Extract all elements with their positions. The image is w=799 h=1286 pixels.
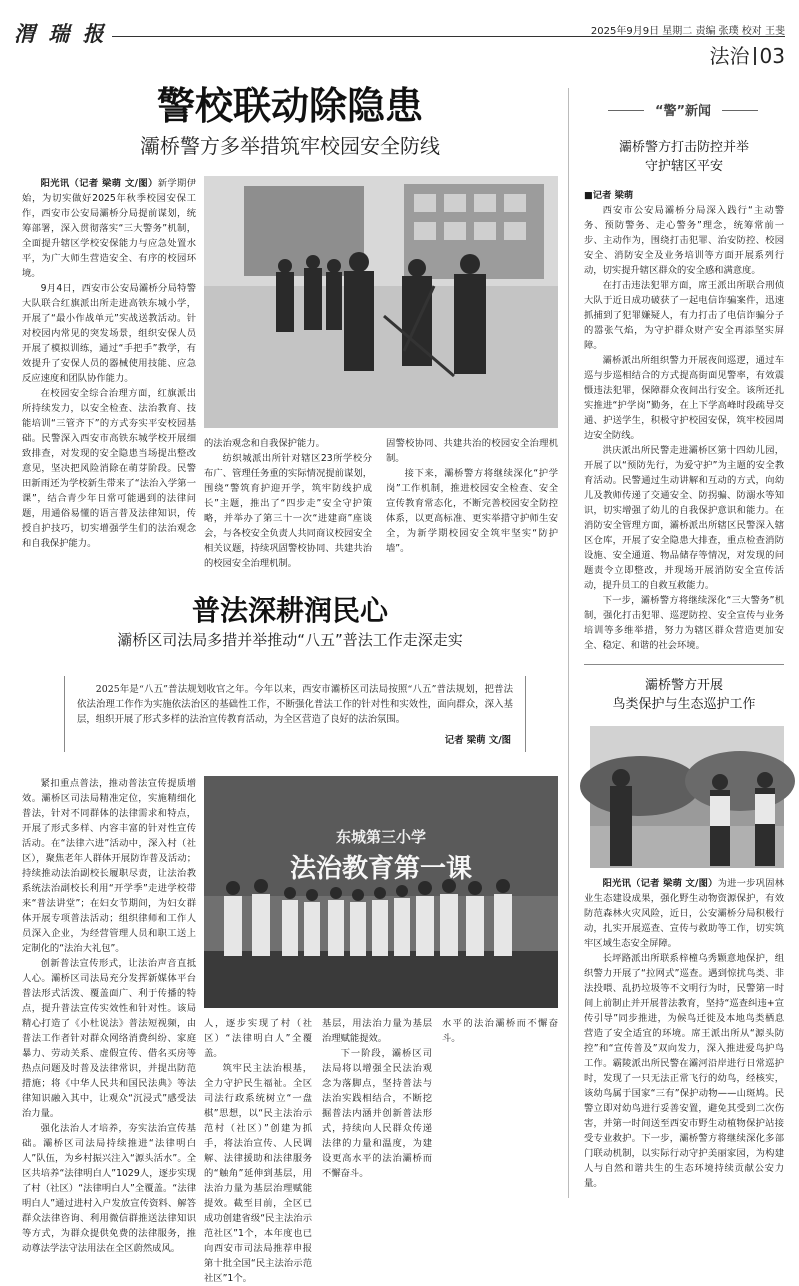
section-tag <box>710 40 785 69</box>
article1-column-3 <box>386 436 558 560</box>
brief2-title <box>584 676 784 714</box>
section-name: 法治 <box>709 44 750 68</box>
article2-paragraph-tail: 人，逐步实现了村（社区）“法律明白人”全覆盖。 <box>204 1018 312 1059</box>
article1-column-1 <box>22 176 196 560</box>
brief1-paragraph: 西安市公安局灞桥分局深入践行“主动警务、预防警务、走心警务”理念，统筹常前一步、主动作为，围绕打击犯罪、治安防控、校园安全、消防安全及业务培训等方面开展系列行动，切实提升辖区群众的安全感和满意度。 <box>584 205 784 276</box>
article1-headline: 警校联动除隐患 <box>156 84 423 128</box>
brief1-title-line2: 守护辖区平安 <box>644 159 723 174</box>
newspaper-masthead: 渭 瑞 报 <box>14 21 107 46</box>
article1-column-2 <box>204 436 372 569</box>
sidebar-divider <box>568 88 569 1198</box>
article2-paragraph-tail: 基层，用法治力量为基层治理赋能提效。 <box>322 1018 432 1044</box>
article1-subheadline: 灞桥警方多举措筑牢校园安全防线 <box>140 134 440 158</box>
page-number: 03 <box>759 44 785 68</box>
article2-paragraph: 创新普法宣传形式，让法治声音直抵人心。灞桥区司法局充分发挥新媒体平台普法形式活泼、覆盖面广、利于传播的特点，提升普法宣传实效性和针对性。该局精心打造了《小杜说法》普法短视频，由普法工作者针对群众网络消费纠纷、家庭暴力、劳动关系、虚假宣传、借名买房等热点问题及时普及法律常识，并提出防范措施；将《中华人民共和国民法典》等法律知识融入其中，让观众“沉浸式”感受法治力量。 <box>22 958 196 1119</box>
sidebar-label-text: “警”新闻 <box>654 104 712 119</box>
article2-headline: 普法深耕润民心 <box>191 594 388 627</box>
article2-column-2 <box>204 1016 312 1284</box>
article2-paragraph: 紧扣重点普法，推动普法宣传提质增效。灞桥区司法局精准定位，实施精细化普法，针对不同群体的法律需求和特点，开展了形式多样、内容丰富的针对性宣传活动。在“法律六进”活动中，深入村（社区），聚焦老年人群体开展防诈普及活动；持续推动法治副校长履职尽责，让法治教系统法治副校长利用“开学季”走进学校带来“普法讲堂”；在妇女节期间，为妇女群体开展专项普法活动；组织律师和工作人员深入企业，为经营管理人员和职工送上定制化的“法治大礼包”。 <box>22 778 196 954</box>
brief1-paragraph: 下一步，灞桥警方将继续深化“三大警务”机制，强化打击犯罪、巡逻防控、安全宣传与业务培训等多维举措，努力为辖区群众营造更加安全、稳定、和谐的社会环境。 <box>584 595 784 651</box>
sidebar-column-label <box>590 100 776 119</box>
article1-paragraph-tail: 固警校协同、共建共治的校园安全治理机制。 <box>386 438 558 464</box>
brief1-paragraph: 在打击违法犯罪方面，席王派出所联合刑侦大队于近日成功破获了一起电信诈骗案件，迅速抓捕到了犯罪嫌疑人，有力打击了电信诈骗分子的嚣张气焰，为守护群众财产安全再添坚实屏障。 <box>584 280 784 351</box>
article1-paragraph-tail: 的法治观念和自我保护能力。 <box>204 438 325 449</box>
article2-column-1 <box>22 776 196 1254</box>
label-rule-right <box>722 110 758 111</box>
sidebar-divider-rule <box>584 664 784 665</box>
law-class-illustration <box>204 776 558 1008</box>
article1-paragraph: 接下来，灞桥警方将继续深化“护学岗”工作机制，推进校园安全检查、安全宣传教育常态化，不断完善校园安全防控体系，以更高标准、更实举措守护师生安全，为新学期校园安全筑牢坚实“防护墙”。 <box>386 468 558 554</box>
article1-byline: 阳光讯（记者 梁萌 文/图） <box>40 178 158 189</box>
brief2-photo <box>590 726 784 868</box>
article1-paragraph: 新学期伊始，为切实做好2025年秋季校园安保工作，西安市公安局灞桥分局提前谋划，统筹部署，深入贯彻落实“三大警务”机制，全面提升辖区学校安保能力与应急处置水平，为广大师生营造安全、有序的校园环境。 <box>22 178 196 279</box>
label-rule-left <box>608 110 644 111</box>
article2-column-4 <box>442 1016 558 1196</box>
article2-photo <box>204 776 558 1008</box>
article2-lead-box <box>64 676 526 752</box>
brief1-body <box>584 188 784 656</box>
article2-lead-byline: 记者 梁萌 文/图 <box>444 735 511 746</box>
brief1-title-line1: 灞桥警方打击防控并举 <box>618 140 749 155</box>
ecology-patrol-illustration <box>590 726 784 868</box>
article1-paragraph: 纺织城派出所针对辖区23所学校分布广、管理任务重的实际情况提前谋划，围绕“警筑育护迎开学，筑牢防线护成长”主题，推出了“四步走”安全守护策略，并举办了第三十一次“进建商”座谈会，与各校安全负责人共同商议校园安全相关议题，持续巩固警校协同、共建共治的校园安全治理机制。 <box>204 453 372 569</box>
photo-banner-school: 东城第三小学 <box>335 828 426 846</box>
brief2-paragraph: 为进一步巩固林业生态建设成果，强化野生动物资源保护，有效防范森林火灾风险，近日，公安灞桥分局积极行动，扎实开展巡查、宣传与救助等工作，切实筑牢区域生态安全屏障。 <box>584 878 784 949</box>
article2-paragraph: 筑牢民主法治根基，全力守护民生福祉。全区司法行政系统树立“一盘棋”思想，以“民主法治示范村（社区）”创建为抓手，将法治宣传、人民调解、法律援助和法律服务的“触角”延伸到基层，用法治力量为基层治理赋能提效。截至目前，全区已成功创建省级“民主法治示范社区”1个，本年度也已向西安市司法局推荐申报第十批全国“民主法治示范社区”1个。 <box>204 1063 312 1284</box>
issue-info: 2025年9月9日 星期二 责编 张璞 校对 王斐 <box>590 26 785 37</box>
section-separator <box>754 47 756 65</box>
article2-paragraph: 强化法治人才培养，夯实法治宣传基础。灞桥区司法局持续推进“法律明白人”队伍，为乡村振兴注入“源头活水”。全区共培养“法律明白人”1029人，逐步实现了村（社区）“法律明白人”全覆盖。“法律明白人”通过进村入户发放宣传资料、解答群众法律咨询、利用微信群推送法律知识等方式，为群众提供免费的法律服务，推动尊法学法守法用法在全区蔚然成风。 <box>22 1123 196 1254</box>
brief1-paragraph: 洪庆派出所民警走进灞桥区第十四幼儿园，开展了以“预防先行，为爱守护”为主题的安全教育活动。民警通过生动讲解和互动的方式，向幼儿及教师传递了交通安全、防拐骗、防溺水等知识，切实增强了幼儿的自我保护意识和能力。在消防安全管理方面，灞桥派出所辖区民警深入辖区仓库，开展了安全隐患大排查，重点检查消防设施、安全通道、物品储存等情况，对发现的问题责令立即整改，并现场开展消防安全宣传活动，提升员工的自救互救能力。 <box>584 445 784 591</box>
article1-paragraph: 9月4日，西安市公安局灞桥分局特警大队联合红旗派出所走进高铁东城小学，开展了“最小作战单元”实战送教活动。针对校园内常见的突发场景，组织安保人员开展了模拟训练，通过“手把手”教学，有效提升了安保人员的器械使用技能、应急反应速度和团队协作能力。 <box>22 283 196 384</box>
photo-banner-title: 法治教育第一课 <box>289 854 472 884</box>
police-training-illustration <box>204 176 558 428</box>
brief2-title-line2: 鸟类保护与生态巡护工作 <box>612 697 756 712</box>
brief2-paragraph: 长坪路派出所联系梓橦乌秀颗意地保护，组织警力开展了“拉网式”巡查。遇到惊扰鸟类、非法投喂、乱扔垃圾等不文明行为时，民警第一时间上前制止并开展普法教育，坚持“巡查纠违+宣传引导”同步推进，为候鸟迁徙及本地鸟类栖息营造了安全适宜的环境。席王派出所从“源头防控”和“宣传普及”双向发力，深入推进爱鸟护鸟工作。霸陵派出所民警在灞河沿岸进行日常巡护时，发现了一只无法正常飞行的幼鸟，经核实，该幼鸟属于国家“三有”保护动物——山斑鸠。民警立即对幼鸟进行妥善安置，避免其受到二次伤害，并第一时间送至西安市野生动植物保护站接受专业救护。下一步，灞桥警方将继续深化多部门联动机制，以实际行动守护美丽家园，为构建人与自然和谐共生的生态环境持续贡献公安力量。 <box>584 953 784 1189</box>
article1-photo <box>204 176 558 428</box>
brief1-title <box>584 138 784 176</box>
article2-lead: 2025年是“八五”普法规划收官之年。今年以来，西安市灞桥区司法局按照“八五”普法规划，把普法依法治理工作作为实施依法治区的基础性工作，不断强化普法工作的针对性和实效性，面向群众，深入基层，组织开展了形式多样的法治宣传教育活动，为全区营造了良好的法治氛围。 <box>77 684 513 725</box>
brief2-byline: 阳光讯（记者 梁萌 文/图） <box>602 878 718 889</box>
brief1-paragraph: 灞桥派出所组织警力开展夜间巡逻，通过车巡与步巡相结合的方式提高街面见警率，有效震慑违法犯罪，保障群众夜间出行安全。该所还扎实推进“护学岗”勤务，在上下学高峰时段疏导交通、护送学生，积极守护校园安保，筑牢校园周边安全防线。 <box>584 355 784 441</box>
article1-paragraph: 在校园安全综合治理方面，红旗派出所持续发力，以安全检查、法治教育、技能培训“三管齐下”的方式夯实平安校园基础。民警深入西安市高铁东城学校开展细致排查，对发现的安全隐患当场提出整改意见，坚决把风险消除在萌芽阶段。民警田新雨还为学校新生带来了“法治入学第一课”，结合青少年日常可能遇到的法律问题，用通俗易懂的语言普及法律知识，传授自护技巧，切实增强学生们的法治观念和自我保护能力。 <box>22 388 196 549</box>
article2-paragraph-tail: 水平的法治灞桥而不懈奋斗。 <box>442 1018 558 1044</box>
article2-paragraph: 下一阶段，灞桥区司法局将以增强全民法治观念为落脚点，坚持普法与法治实践相结合，不断挖掘普法内涵并创新普法形式，持续向人民群众传递法律的力量和温度，为建设更高水平的法治灞桥而不懈奋斗。 <box>322 1048 432 1179</box>
brief2-body <box>584 876 784 1200</box>
article2-subheadline: 灞桥区司法局多措并举推动“八五”普法工作走深走实 <box>117 631 463 649</box>
brief1-byline: ■记者 梁萌 <box>584 190 634 201</box>
article2-column-3 <box>322 1016 432 1196</box>
brief2-title-line1: 灞桥警方开展 <box>644 678 723 693</box>
